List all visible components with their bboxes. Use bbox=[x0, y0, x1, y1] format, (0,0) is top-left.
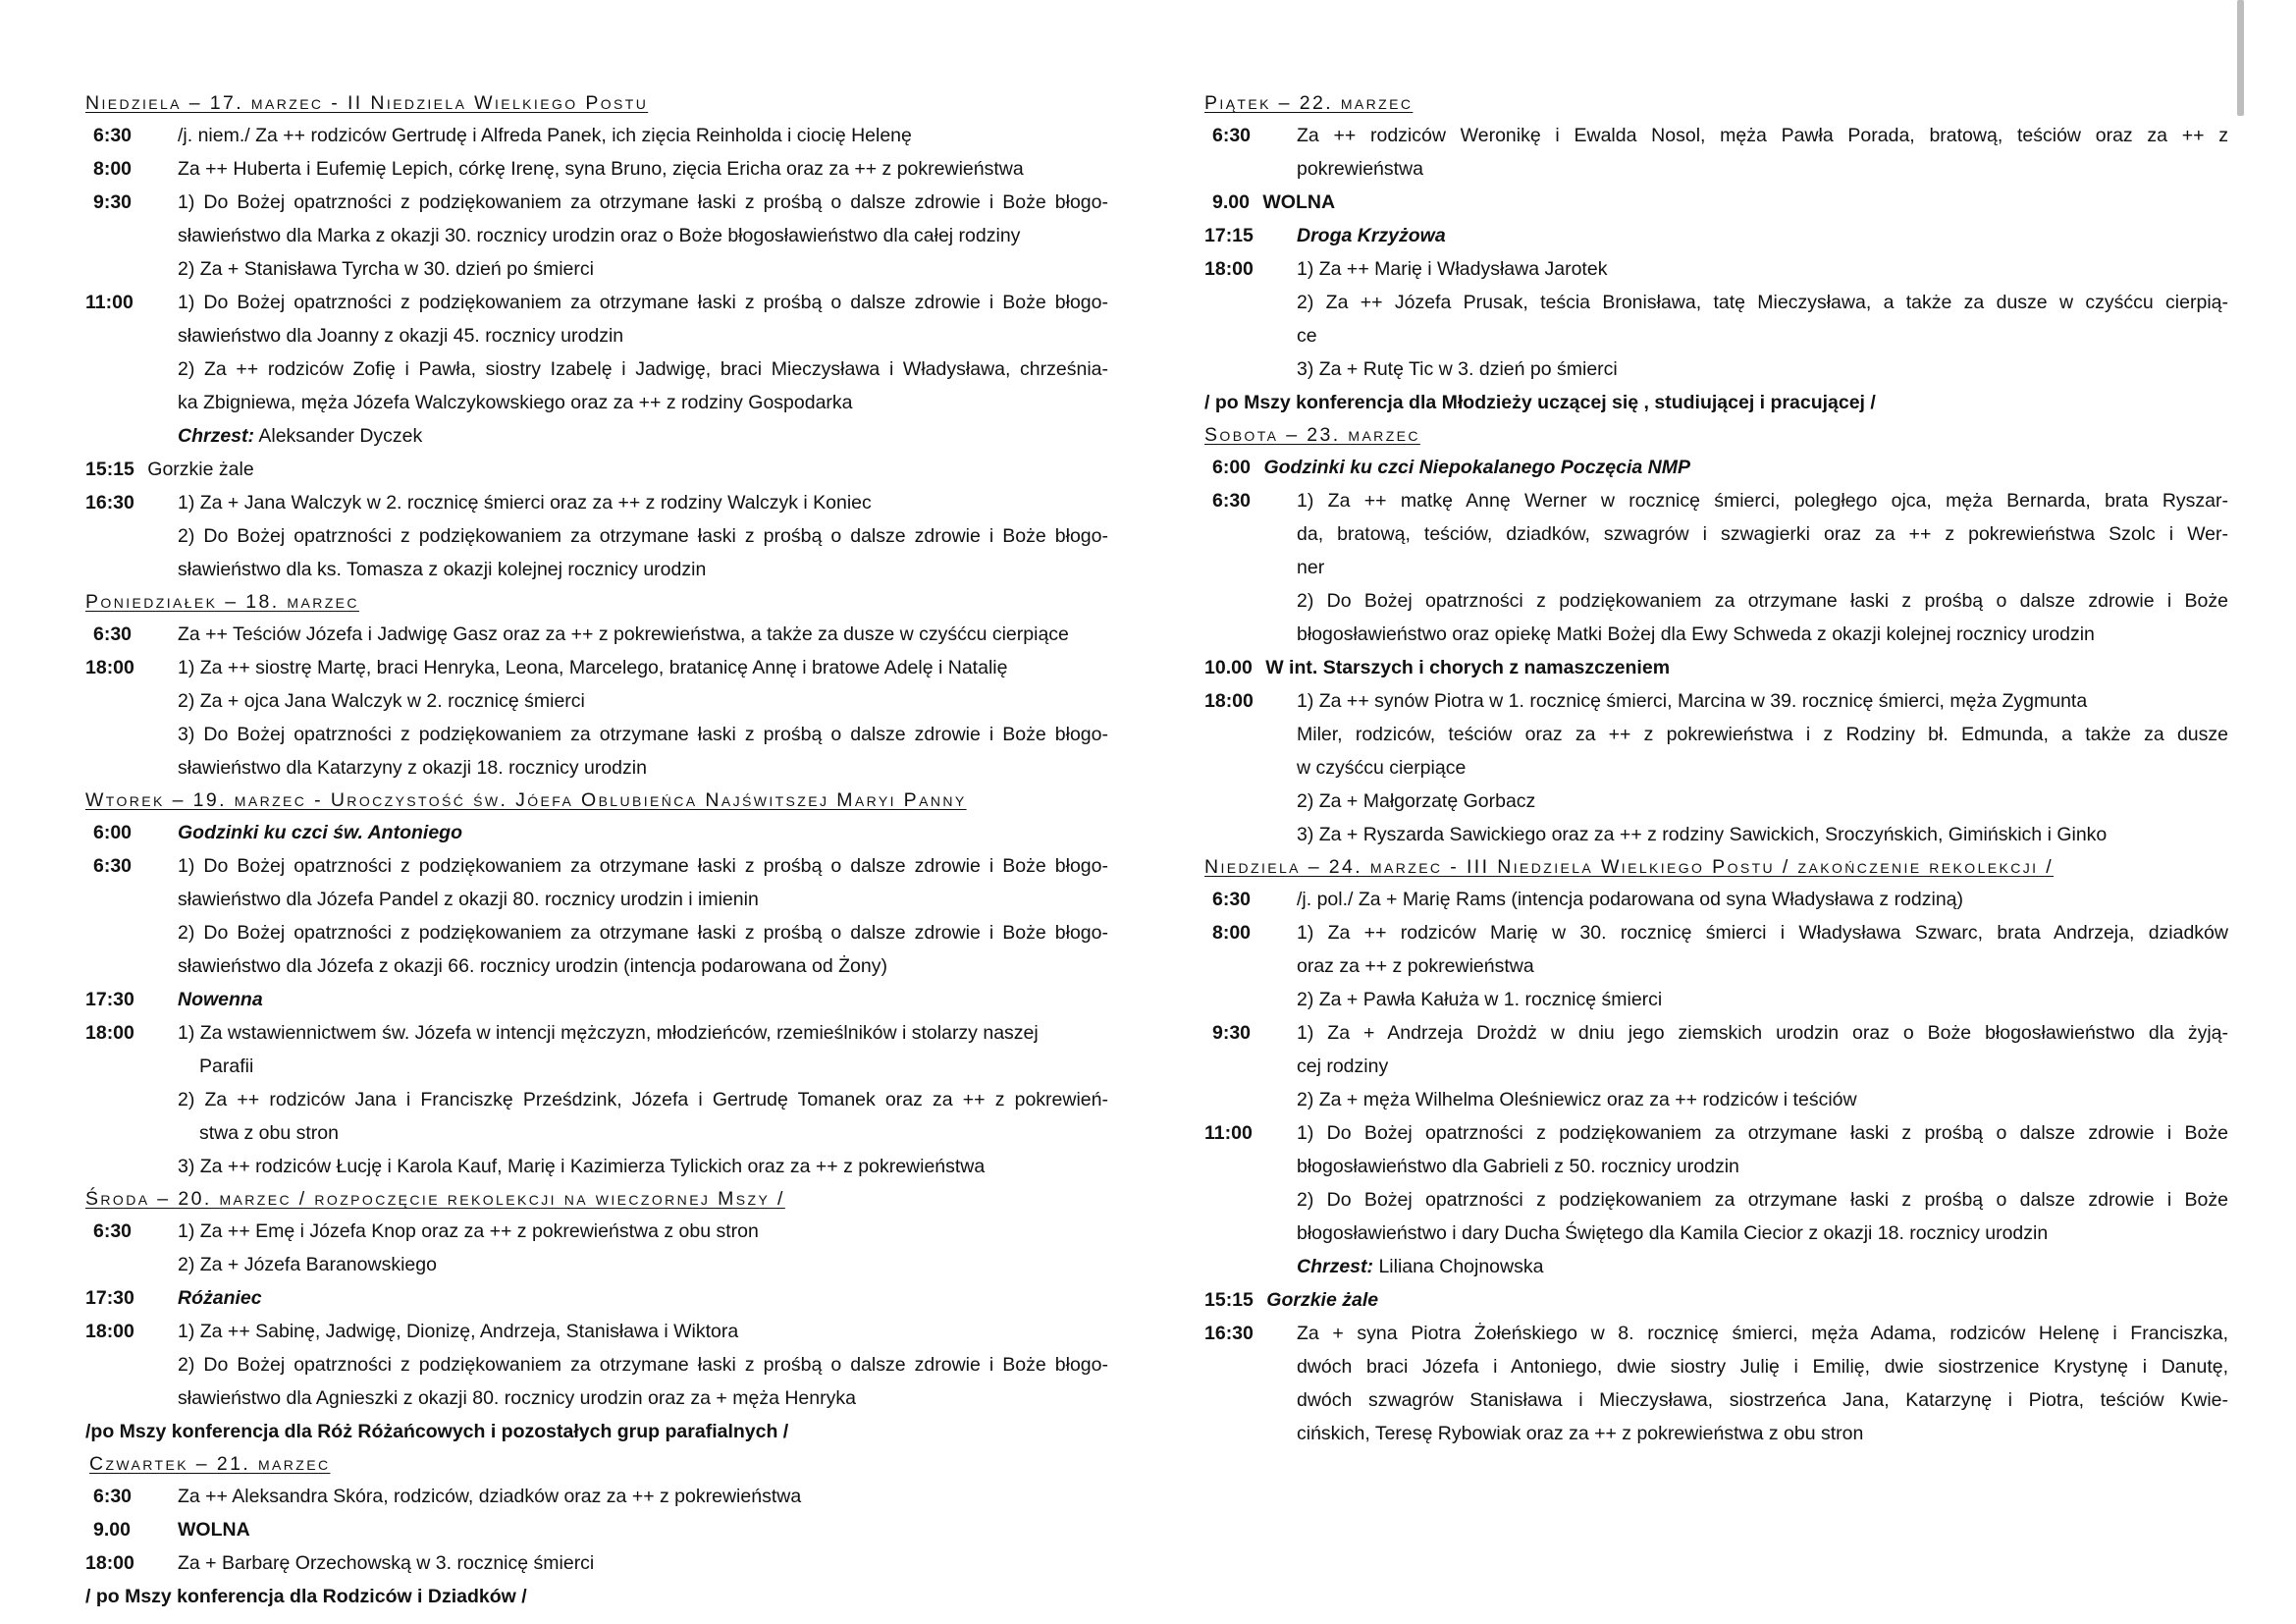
intention-line: sławieństwo dla Józefa z okazji 66. rocznicy urodzin (intencja podarowana od Żony) bbox=[178, 955, 887, 977]
mass-time: 9:30 bbox=[1212, 1022, 1252, 1044]
intention-line: 2) Za ++ Józefa Prusak, teścia Bronisława, tatę Mieczysława, a także za dusze w czyśćcu cierpią- bbox=[1297, 292, 2228, 313]
mass-time: 18:00 bbox=[1204, 690, 1254, 712]
intentions bbox=[178, 618, 1108, 651]
mass-time: 6:30 bbox=[93, 855, 133, 877]
intentions bbox=[178, 186, 1108, 286]
schedule-entry bbox=[1204, 252, 2228, 386]
schedule-entry bbox=[1204, 883, 2228, 916]
schedule-entry bbox=[85, 1480, 1108, 1513]
mass-time: 9.00 bbox=[93, 1519, 131, 1541]
intentions bbox=[178, 1016, 1108, 1183]
intentions bbox=[178, 152, 1108, 186]
intention-line: błogosławieństwo oraz opiekę Matki Bożej dla Ewy Schweda z okazji kolejnej rocznicy urodzin bbox=[1297, 623, 2095, 645]
service-label: Gorzkie żale bbox=[147, 459, 254, 480]
intentions bbox=[178, 1480, 1108, 1513]
intentions bbox=[1297, 219, 2228, 252]
service-label: Godzinki ku czci Niepokalanego Poczęcia NMP bbox=[1263, 457, 1690, 478]
intention-line: 1) Do Bożej opatrzności z podziękowaniem za otrzymane łaski z prośbą o dalsze zdrowie i Boże błogo- bbox=[178, 191, 1108, 213]
mass-time: 15:15 bbox=[85, 459, 134, 480]
intentions bbox=[178, 119, 1108, 152]
intention-line: cej rodziny bbox=[1297, 1056, 1389, 1077]
conference-note: / po Mszy konferencja dla Młodzieży uczącej się , studiującej i pracującej / bbox=[1204, 392, 1876, 413]
mass-time: 6:30 bbox=[1212, 490, 1252, 512]
intentions bbox=[178, 486, 1108, 586]
intentions bbox=[1297, 1317, 2228, 1450]
mass-time: 6:00 bbox=[93, 822, 133, 843]
intention-line: Za ++ rodziców Weronikę i Ewalda Nosol, męża Pawła Porada, bratową, teściów oraz za ++ z bbox=[1297, 125, 2228, 146]
intention-line: sławieństwo dla Agnieszki z okazji 80. rocznicy urodzin oraz za + męża Henryka bbox=[178, 1387, 856, 1409]
schedule-entry bbox=[85, 119, 1108, 152]
intentions bbox=[178, 1215, 1108, 1281]
mass-time: 17:30 bbox=[85, 1287, 134, 1309]
intentions bbox=[1297, 1016, 2228, 1116]
schedule-entry bbox=[1204, 1116, 2228, 1283]
intention-line: Za + syna Piotra Żołeńskiego w 8. rocznicę śmierci, męża Adama, rodziców Helenę i Franciszka, bbox=[1297, 1323, 2228, 1344]
intention-line: 1) Za ++ rodziców Marię w 30. rocznicę śmierci i Władysława Szwarc, brata Andrzeja, dziadków bbox=[1297, 922, 2228, 944]
intentions bbox=[1297, 252, 2228, 386]
mass-time: 6:30 bbox=[93, 623, 133, 645]
schedule-entry bbox=[1204, 1016, 2228, 1116]
intention-line: 3) Za + Rutę Tic w 3. dzień po śmierci bbox=[1297, 358, 1618, 380]
mass-time: 18:00 bbox=[85, 1552, 134, 1574]
intentions bbox=[178, 849, 1108, 983]
service-label: W int. Starszych i chorych z namaszczeniem bbox=[1265, 657, 1671, 678]
mass-time: 6:30 bbox=[93, 125, 133, 146]
schedule-entry bbox=[1204, 451, 2228, 484]
intention-line: Za ++ Huberta i Eufemię Lepich, córkę Irenę, syna Bruno, zięcia Ericha oraz za ++ z pokrewieństwa bbox=[178, 158, 1024, 180]
intention-line: 1) Za + Jana Walczyk w 2. rocznicę śmierci oraz za ++ z rodziny Walczyk i Koniec bbox=[178, 492, 872, 514]
service-label: Nowenna bbox=[178, 989, 263, 1010]
intentions bbox=[1297, 916, 2228, 1016]
day-heading: Sobota – 23. marzec bbox=[1204, 424, 1420, 446]
schedule-entry bbox=[85, 186, 1108, 286]
intentions bbox=[178, 1281, 1108, 1315]
baptism-label: Chrzest: bbox=[1297, 1256, 1374, 1277]
intention-line: ner bbox=[1297, 557, 1325, 578]
intention-line: 3) Do Bożej opatrzności z podziękowaniem za otrzymane łaski z prośbą o dalsze zdrowie i Boże błogo- bbox=[178, 724, 1108, 745]
intention-line: 2) Za + Stanisława Tyrcha w 30. dzień po śmierci bbox=[178, 258, 594, 280]
intention-line: pokrewieństwa bbox=[1297, 158, 1423, 180]
left-column bbox=[85, 87, 1108, 1613]
intention-line: 2) Do Bożej opatrzności z podziękowaniem za otrzymane łaski z prośbą o dalsze zdrowie i Boże błogo- bbox=[178, 922, 1108, 944]
intention-line: 1) Za ++ matkę Annę Werner w rocznicę śmierci, poległego ojca, męża Bernarda, brata Ryszar- bbox=[1297, 490, 2228, 512]
mass-time: 8:00 bbox=[93, 158, 133, 180]
intention-line: 1) Za ++ synów Piotra w 1. rocznicę śmierci, Marcina w 39. rocznicę śmierci, męża Zygmunta bbox=[1297, 690, 2088, 712]
day-heading: Piątek – 22. marzec bbox=[1204, 92, 1414, 114]
intention-line: 1) Do Bożej opatrzności z podziękowaniem za otrzymane łaski z prośbą o dalsze zdrowie i Boże błogo- bbox=[178, 292, 1108, 313]
intention-line: oraz za ++ z pokrewieństwa bbox=[1297, 955, 1534, 977]
schedule-entry bbox=[85, 286, 1108, 453]
intention-line: sławieństwo dla Joanny z okazji 45. rocznicy urodzin bbox=[178, 325, 624, 347]
intentions bbox=[1297, 119, 2228, 186]
intention-line: 1) Za ++ siostrę Martę, braci Henryka, Leona, Marcelego, bratanicę Annę i bratowe Adelę i Natalię bbox=[178, 657, 1008, 678]
intention-line: sławieństwo dla Katarzyny z okazji 18. rocznicy urodzin bbox=[178, 757, 647, 779]
intentions bbox=[1297, 883, 2228, 916]
schedule-entry bbox=[85, 651, 1108, 785]
intention-line: błogosławieństwo dla Gabrieli z 50. rocznicy urodzin bbox=[1297, 1156, 1739, 1177]
intention-line: 1) Za ++ Sabinę, Jadwigę, Dionizę, Andrzeja, Stanisława i Wiktora bbox=[178, 1321, 739, 1342]
intention-line: Za + Barbarę Orzechowską w 3. rocznicę śmierci bbox=[178, 1552, 595, 1574]
day-heading: Niedziela – 24. marzec - III Niedziela Wielkiego Postu / zakończenie rekolekcji / bbox=[1204, 856, 2055, 878]
intentions bbox=[178, 286, 1108, 453]
conference-note: / po Mszy konferencja dla Rodziców i Dziadków / bbox=[85, 1586, 527, 1607]
baptism-line bbox=[178, 419, 1108, 453]
intention-line: 2) Za ++ rodziców Jana i Franciszkę Prześdzink, Józefa i Gertrudę Tomanek oraz za ++ z pokrewień- bbox=[178, 1089, 1108, 1110]
schedule-entry bbox=[85, 1215, 1108, 1281]
intention-line: cińskich, Teresę Rybowiak oraz za ++ z pokrewieństwa z obu stron bbox=[1297, 1423, 1864, 1444]
intention-line: stwa z obu stron bbox=[199, 1122, 339, 1144]
baptism-line bbox=[1297, 1250, 2228, 1283]
intention-line: 2) Za + Małgorzatę Gorbacz bbox=[1297, 790, 1536, 812]
intention-line: 2) Do Bożej opatrzności z podziękowaniem za otrzymane łaski z prośbą o dalsze zdrowie i Boże bbox=[1297, 1189, 2228, 1211]
intention-line: da, bratową, teściów, dziadków, szwagrów i szwagierki oraz za ++ z pokrewieństwa Szolc i Wer- bbox=[1297, 523, 2228, 545]
intentions bbox=[178, 1315, 1108, 1415]
mass-time: 6:00 bbox=[1212, 457, 1252, 478]
intention-line: 2) Do Bożej opatrzności z podziękowaniem za otrzymane łaski z prośbą o dalsze zdrowie i Boże błogo- bbox=[178, 1354, 1108, 1376]
mass-time: 18:00 bbox=[85, 1022, 134, 1044]
schedule-entry bbox=[1204, 651, 2228, 684]
day-heading: Poniedziałek – 18. marzec bbox=[85, 591, 359, 613]
intention-line: sławieństwo dla ks. Tomasza z okazji kolejnej rocznicy urodzin bbox=[178, 559, 707, 580]
service-label: Godzinki ku czci św. Antoniego bbox=[178, 822, 462, 843]
service-label: Różaniec bbox=[178, 1287, 262, 1309]
intentions bbox=[178, 651, 1108, 785]
intention-line: 2) Do Bożej opatrzności z podziękowaniem za otrzymane łaski z prośbą o dalsze zdrowie i Boże błogo- bbox=[178, 525, 1108, 547]
mass-time: 16:30 bbox=[85, 492, 134, 514]
intention-line: 1) Do Bożej opatrzności z podziękowaniem za otrzymane łaski z prośbą o dalsze zdrowie i Boże błogo- bbox=[178, 855, 1108, 877]
schedule-entry bbox=[1204, 684, 2228, 851]
day-heading: Wtorek – 19. marzec - Uroczystość św. Jóefa Oblubieńca Najświtszej Maryi Panny bbox=[85, 789, 967, 811]
intentions bbox=[178, 1513, 1108, 1546]
intention-line: 1) Do Bożej opatrzności z podziękowaniem za otrzymane łaski z prośbą o dalsze zdrowie i Boże bbox=[1297, 1122, 2228, 1144]
schedule-entry bbox=[1204, 484, 2228, 651]
mass-time: 18:00 bbox=[1204, 258, 1254, 280]
schedule-entry bbox=[85, 1546, 1108, 1580]
mass-time: 11:00 bbox=[1204, 1122, 1253, 1144]
intention-line: 3) Za + Ryszarda Sawickiego oraz za ++ z rodziny Sawickich, Sroczyńskich, Gimińskich i Ginko bbox=[1297, 824, 2108, 845]
mass-time: 6:30 bbox=[93, 1486, 133, 1507]
day-heading: Czwartek – 21. marzec bbox=[89, 1453, 331, 1475]
intention-line: Parafii bbox=[199, 1056, 254, 1077]
intention-line: Miler, rodziców, teściów oraz za ++ z pokrewieństwa i z Rodziny bł. Edmunda, a także za dusze bbox=[1297, 724, 2228, 745]
intentions bbox=[178, 983, 1108, 1016]
mass-time: 15:15 bbox=[1204, 1289, 1254, 1311]
schedule-entry bbox=[85, 152, 1108, 186]
intention-line: sławieństwo dla Marka z okazji 30. rocznicy urodzin oraz o Boże błogosławieństwo dla całej rodziny bbox=[178, 225, 1021, 246]
mass-time: 6:30 bbox=[93, 1220, 133, 1242]
mass-time: 18:00 bbox=[85, 1321, 134, 1342]
intention-line: 1) Za wstawiennictwem św. Józefa w intencji mężczyzn, młodzieńców, rzemieślników i stolarzy naszej bbox=[178, 1022, 1039, 1044]
intention-line: /j. pol./ Za + Marię Rams (intencja podarowana od syna Władysława z rodziną) bbox=[1297, 889, 1964, 910]
baptism-label: Chrzest: bbox=[178, 425, 255, 447]
conference-note: /po Mszy konferencja dla Róż Różańcowych i pozostałych grup parafialnych / bbox=[85, 1421, 789, 1442]
service-label: WOLNA bbox=[1262, 191, 1336, 213]
mass-time: 17:15 bbox=[1204, 225, 1254, 246]
intention-line: 1) Za + Andrzeja Drożdż w dniu jego ziemskich urodzin oraz o Boże błogosławieństwo dla żyją- bbox=[1297, 1022, 2228, 1044]
intention-line: Za ++ Aleksandra Skóra, rodziców, dziadków oraz za ++ z pokrewieństwa bbox=[178, 1486, 802, 1507]
intention-line: 1) Za ++ Emę i Józefa Knop oraz za ++ z pokrewieństwa z obu stron bbox=[178, 1220, 759, 1242]
mass-time: 8:00 bbox=[1212, 922, 1252, 944]
intention-line: 2) Za + ojca Jana Walczyk w 2. rocznicę śmierci bbox=[178, 690, 585, 712]
intention-line: /j. niem./ Za ++ rodziców Gertrudę i Alfreda Panek, ich zięcia Reinholda i ciocię Helenę bbox=[178, 125, 912, 146]
service-label: WOLNA bbox=[178, 1519, 250, 1541]
right-column bbox=[1204, 87, 2228, 1450]
intention-line: dwóch szwagrów Stanisława i Mieczysława, siostrzeńca Jana, Katarzynę i Piotra, teściów Kwie- bbox=[1297, 1389, 2228, 1411]
baptism-name: Liliana Chojnowska bbox=[1378, 1256, 1544, 1277]
intentions bbox=[1297, 1116, 2228, 1283]
schedule-entry bbox=[85, 849, 1108, 983]
intention-line: dwóch braci Józefa i Antoniego, dwie siostry Julię i Emilię, dwie siostrzenice Krystynę i Danutę, bbox=[1297, 1356, 2228, 1378]
intentions bbox=[178, 1546, 1108, 1580]
schedule-entry bbox=[85, 816, 1108, 849]
schedule-entry bbox=[1204, 219, 2228, 252]
mass-time: 6:30 bbox=[1212, 125, 1252, 146]
intention-line: błogosławieństwo i dary Ducha Świętego dla Kamila Ciecior z okazji 18. rocznicy urodzin bbox=[1297, 1222, 2049, 1244]
intention-line: 2) Za + męża Wilhelma Oleśniewicz oraz za ++ rodziców i teściów bbox=[1297, 1089, 1857, 1110]
service-label: Gorzkie żale bbox=[1266, 1289, 1379, 1311]
schedule-entry bbox=[85, 1513, 1108, 1546]
mass-time: 18:00 bbox=[85, 657, 134, 678]
intention-line: 2) Za + Pawła Kałuża w 1. rocznicę śmierci bbox=[1297, 989, 1663, 1010]
intention-line: sławieństwo dla Józefa Pandel z okazji 80. rocznicy urodzin i imienin bbox=[178, 889, 759, 910]
intention-line: Za ++ Teściów Józefa i Jadwigę Gasz oraz za ++ z pokrewieństwa, a także za dusze w czyśćcu cierpiące bbox=[178, 623, 1069, 645]
schedule-entry bbox=[85, 1281, 1108, 1315]
intentions bbox=[178, 816, 1108, 849]
schedule-entry bbox=[1204, 119, 2228, 186]
mass-time: 9.00 bbox=[1212, 191, 1250, 213]
baptism-name: Aleksander Dyczek bbox=[258, 425, 423, 447]
intention-line: 3) Za ++ rodziców Łucję i Karola Kauf, Marię i Kazimierza Tylickich oraz za ++ z pokrewieństwa bbox=[178, 1156, 986, 1177]
schedule-entry bbox=[85, 618, 1108, 651]
mass-time: 10.00 bbox=[1204, 657, 1253, 678]
intention-line: 2) Do Bożej opatrzności z podziękowaniem za otrzymane łaski z prośbą o dalsze zdrowie i Boże bbox=[1297, 590, 2228, 612]
intention-line: w czyśćcu cierpiące bbox=[1297, 757, 1467, 779]
mass-time: 16:30 bbox=[1204, 1323, 1254, 1344]
intentions bbox=[1297, 684, 2228, 851]
schedule-entry bbox=[85, 486, 1108, 586]
mass-time: 11:00 bbox=[85, 292, 133, 313]
intention-line: ka Zbigniewa, męża Józefa Walczykowskiego oraz za ++ z rodziny Gospodarka bbox=[178, 392, 853, 413]
schedule-entry bbox=[85, 983, 1108, 1016]
schedule-entry bbox=[1204, 916, 2228, 1016]
schedule-entry bbox=[85, 453, 1108, 486]
schedule-entry bbox=[1204, 186, 2228, 219]
schedule-entry bbox=[85, 1315, 1108, 1415]
intention-line: 2) Za ++ rodziców Zofię i Pawła, siostry Izabelę i Jadwigę, braci Mieczysława i Władysława, chrześnia- bbox=[178, 358, 1108, 380]
day-heading: Środa – 20. marzec / rozpoczęcie rekolekcji na wieczornej Mszy / bbox=[85, 1188, 785, 1210]
service-label: Droga Krzyżowa bbox=[1297, 225, 1446, 246]
intention-line: ce bbox=[1297, 325, 1317, 347]
schedule-entry bbox=[1204, 1317, 2228, 1450]
scrollbar-thumb[interactable] bbox=[2237, 0, 2244, 116]
intention-line: 2) Za + Józefa Baranowskiego bbox=[178, 1254, 437, 1275]
mass-time: 17:30 bbox=[85, 989, 134, 1010]
schedule-entry bbox=[1204, 1283, 2228, 1317]
schedule-entry bbox=[85, 1016, 1108, 1183]
mass-time: 6:30 bbox=[1212, 889, 1252, 910]
intentions bbox=[1297, 484, 2228, 651]
mass-time: 9:30 bbox=[93, 191, 133, 213]
day-heading: Niedziela – 17. marzec - II Niedziela Wielkiego Postu bbox=[85, 92, 649, 114]
intention-line: 1) Za ++ Marię i Władysława Jarotek bbox=[1297, 258, 1608, 280]
